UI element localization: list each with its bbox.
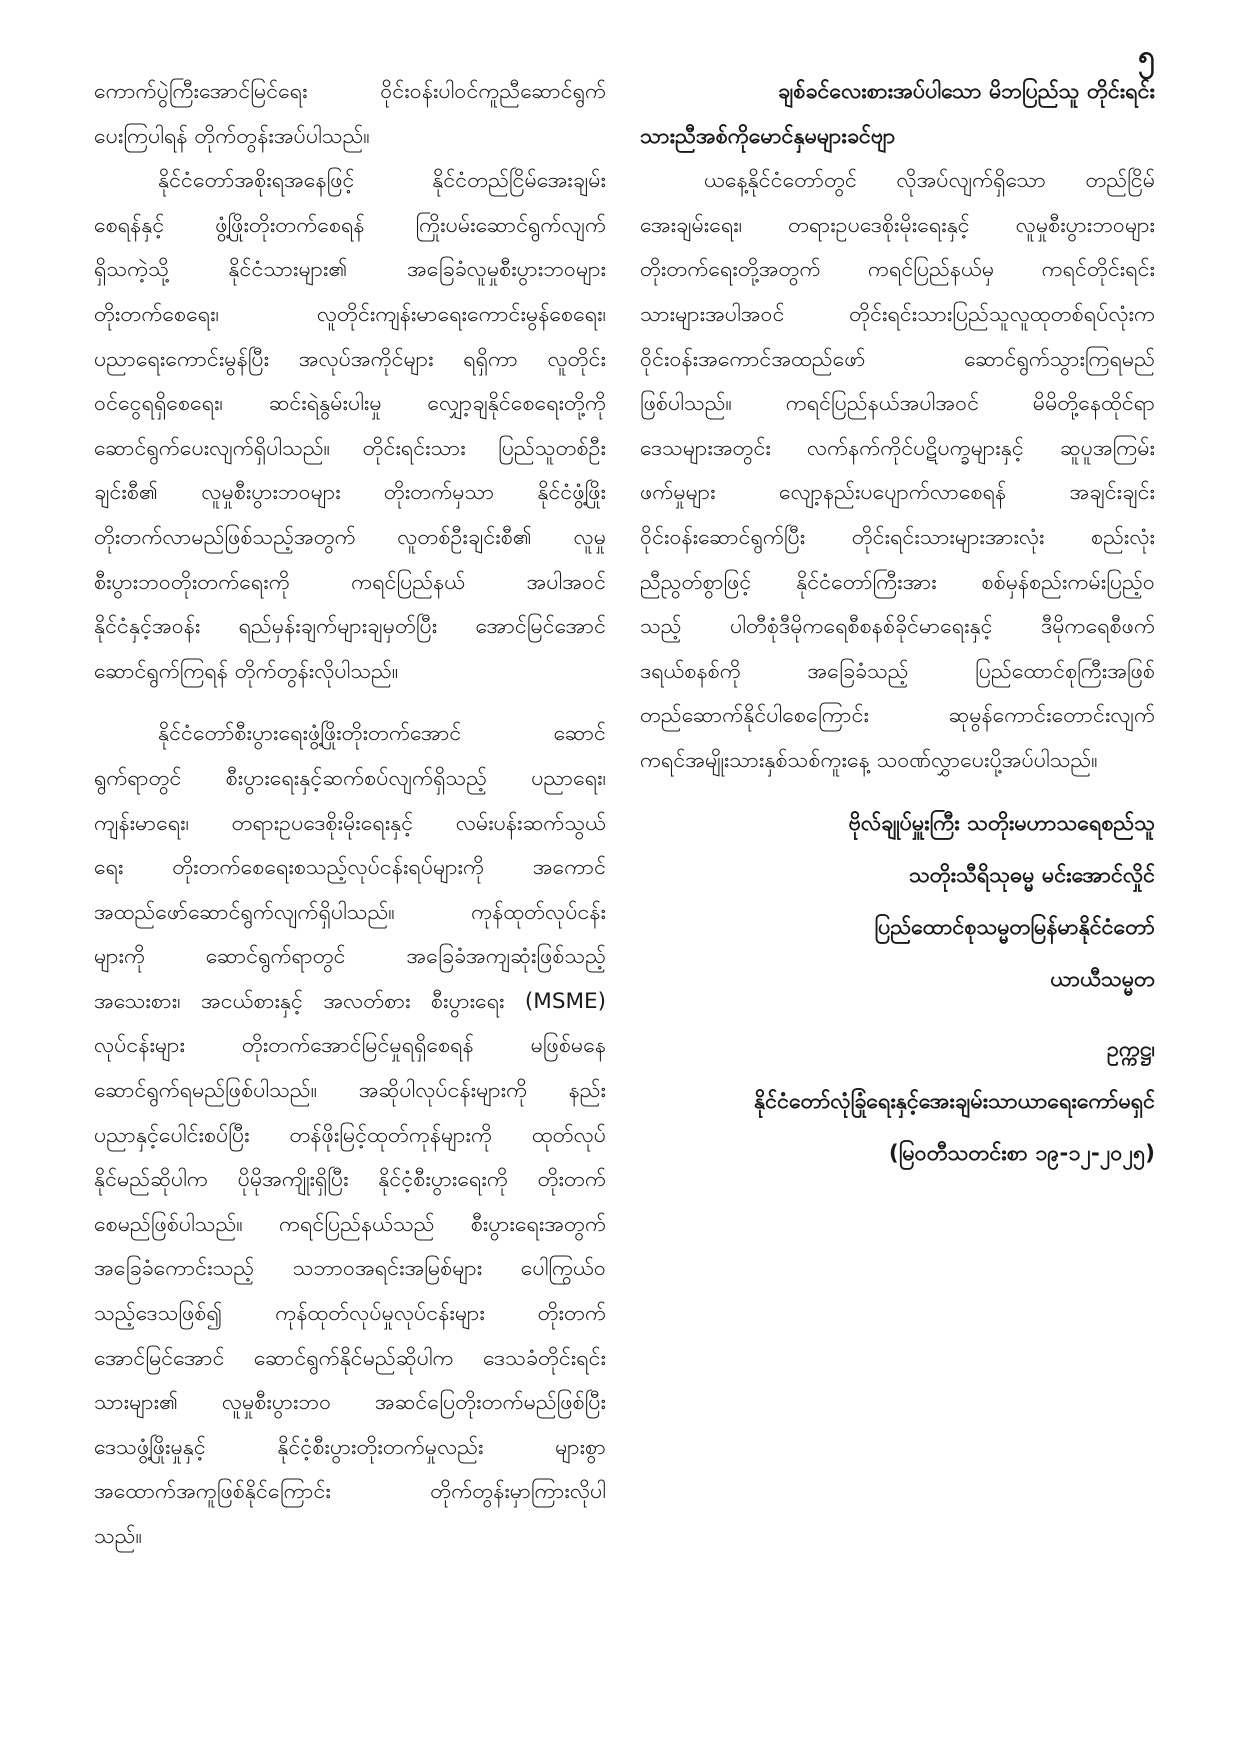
text-line: နိုင်ငံတော်စီးပွားရေးဖွံ့ဖြိုးတိုးတက်အောင် ဆောင် xyxy=(158,721,606,747)
text-line: နိုင်မည်ဆိုပါက ပိုမိုအကျိုးရှိပြီး နိုင်ငံ့စီးပွားရေးကို တိုးတက် xyxy=(94,1167,606,1193)
text-line: ဆောင်ရွက်ကြရန် တိုက်တွန်းလိုပါသည်။ xyxy=(94,658,399,684)
page-number: ၅ xyxy=(1138,39,1155,74)
source-citation: (မြဝတီသတင်းစာ ၁၉-၁၂-၂၀၂၅) xyxy=(888,1140,1155,1166)
text-line: ယနေ့နိုင်ငံတော်တွင် လိုအပ်လျက်ရှိသော တည်ငြိမ် xyxy=(704,168,1155,194)
signature-title: ဥက္ကဋ္ဌ၊ xyxy=(1106,1036,1155,1062)
text-line: တိုးတက်စေရေး၊ လူတိုင်းကျန်းမာရေးကောင်းမွန်စေရေး၊ xyxy=(94,301,606,327)
text-line: ရှိသကဲ့သို့ နိုင်ငံသားများ၏ အခြေခံလူမှုစီးပွားဘဝများ xyxy=(94,257,606,283)
paragraph-message xyxy=(640,159,1155,783)
text-line: စေရန်နှင့် ဖွံ့ဖြိုးတိုးတက်စေရန် ကြိုးပမ်းဆောင်ရွက်လျက် xyxy=(94,212,606,238)
text-line: အောင်မြင်အောင် ဆောင်ရွက်နိုင်မည်ဆိုပါက ဒေသခံတိုင်းရင်း xyxy=(94,1345,606,1371)
text-line: အထည်ဖော်ဆောင်ရွက်လျက်ရှိပါသည်။ ကုန်ထုတ်လုပ်ငန်း xyxy=(94,899,606,925)
paragraph-government xyxy=(94,159,606,694)
text-line: တိုးတက်ရေးတို့အတွက် ကရင်ပြည်နယ်မှ ကရင်တိုင်းရင်း xyxy=(640,257,1155,283)
heading-line: သားညီအစ်ကိုမောင်နှမများခင်ဗျာ xyxy=(640,123,896,149)
right-column xyxy=(640,70,1155,1180)
paragraph-economy xyxy=(94,712,606,1559)
text-line: သည့်ဒေသဖြစ်၍ ကုန်ထုတ်လုပ်မှုလုပ်ငန်းများ တိုးတက် xyxy=(94,1301,606,1327)
salutation-heading xyxy=(640,70,1155,159)
signature-organization: နိုင်ငံတော်လုံခြုံရေးနှင့်အေးချမ်းသာယာရေးကော်မရှင် xyxy=(754,1088,1155,1114)
text-line: သားများ၏ လူမှုစီးပွားဘဝ အဆင်ပြေတိုးတက်မည်ဖြစ်ပြီး xyxy=(94,1390,606,1416)
text-line: ပေးကြပါရန် တိုက်တွန်းအပ်ပါသည်။ xyxy=(94,123,370,149)
text-line: နိုင်ငံတော်အစိုးရအနေဖြင့် နိုင်ငံတည်ငြိမ်အေးချမ်း xyxy=(158,168,606,194)
text-line: ရွက်ရာတွင် စီးပွားရေးနှင့်ဆက်စပ်လျက်ရှိသည့် ပညာရေး၊ xyxy=(94,765,606,791)
text-line: ဝိုင်းဝန်းအကောင်အထည်ဖော် ဆောင်ရွက်သွားကြရမည် xyxy=(640,346,1155,372)
signature-line: သတိုးသီရိသုဓမ္မ မင်းအောင်လှိုင် xyxy=(908,862,1155,888)
text-line: တည်ဆောက်နိုင်ပါစေကြောင်း ဆုမွန်ကောင်းတောင်းလျက် xyxy=(640,703,1155,729)
text-line: လုပ်ငန်းများ တိုးတက်အောင်မြင်မှုရရှိစေရန် မဖြစ်မနေ xyxy=(94,1033,606,1059)
paragraph-continuation xyxy=(94,70,606,159)
text-line: စီးပွားဘဝတိုးတက်ရေးကို ကရင်ပြည်နယ် အပါအဝင် xyxy=(94,569,606,595)
text-line: တိုးတက်လာမည်ဖြစ်သည့်အတွက် လူတစ်ဦးချင်းစီ၏ လူမှု xyxy=(94,524,606,550)
text-line: စေမည်ဖြစ်ပါသည်။ ကရင်ပြည်နယ်သည် စီးပွားရေးအတွက် xyxy=(94,1211,606,1237)
signature-line: ပြည်ထောင်စုသမ္မတမြန်မာနိုင်ငံတော် xyxy=(874,914,1155,940)
text-line: ညီညွတ်စွာဖြင့် နိုင်ငံတော်ကြီးအား စစ်မှန်စည်းကမ်းပြည့်ဝ xyxy=(640,569,1155,595)
text-line: ကျန်းမာရေး၊ တရားဥပဒေစိုးမိုးရေးနှင့် လမ်းပန်းဆက်သွယ် xyxy=(94,810,606,836)
text-line: အသေးစား၊ အငယ်စားနှင့် အလတ်စား စီးပွားရေး (MSME) xyxy=(94,988,606,1014)
text-line: ပညာနှင့်ပေါင်းစပ်ပြီး တန်ဖိုးမြင့်ထုတ်ကုန်များကို ထုတ်လုပ် xyxy=(94,1122,606,1148)
heading-line: ချစ်ခင်လေးစားအပ်ပါသော မိဘပြည်သူ တိုင်းရင်း xyxy=(777,79,1155,104)
text-line: ဖက်မှုများ လျော့နည်းပပျောက်လာစေရန် အချင်းချင်း xyxy=(640,480,1155,506)
text-line: သားများအပါအဝင် တိုင်းရင်းသားပြည်သူလူထုတစ်ရပ်လုံးက xyxy=(640,301,1155,327)
text-line: ဆောင်ရွက်ရမည်ဖြစ်ပါသည်။ အဆိုပါလုပ်ငန်းများကို နည်း xyxy=(94,1078,606,1104)
signature-line: ယာယီသမ္မတ xyxy=(1050,966,1155,992)
text-line: ဝင်ငွေရရှိစေရေး၊ ဆင်းရဲနွမ်းပါးမှု လျှော့ချနိုင်စေရေးတို့ကို xyxy=(94,391,606,417)
text-line: ဒေသများအတွင်း လက်နက်ကိုင်ပဋိပက္ခများနှင့် ဆူပူအကြမ်း xyxy=(640,435,1155,461)
text-line: ကရင်အမျိုးသားနှစ်သစ်ကူးနေ့ သဝဏ်လွှာပေးပို့အပ်ပါသည်။ xyxy=(640,747,1098,773)
text-line: အခြေခံကောင်းသည့် သဘာဝအရင်းအမြစ်များ ပေါကြွယ်ဝ xyxy=(94,1256,606,1282)
text-line: သည်။ xyxy=(94,1524,143,1549)
text-line: ဝိုင်းဝန်းဆောင်ရွက်ပြီး တိုင်းရင်းသားများအားလုံး စည်းလုံး xyxy=(640,524,1155,550)
signature-block xyxy=(640,798,1155,1180)
text-line: ချင်းစီ၏ လူမှုစီးပွားဘဝများ တိုးတက်မှသာ နိုင်ငံဖွံ့ဖြိုး xyxy=(94,480,606,506)
text-line: ဖြစ်ပါသည်။ ကရင်ပြည်နယ်အပါအဝင် မိမိတို့နေထိုင်ရာ xyxy=(640,391,1155,417)
text-line: ဒရယ်စနစ်ကို အခြေခံသည့် ပြည်ထောင်စုကြီးအဖြစ် xyxy=(640,658,1155,684)
text-line: များကို ဆောင်ရွက်ရာတွင် အခြေခံအကျဆုံးဖြစ်သည့် xyxy=(94,944,606,970)
text-line: ကောက်ပွဲကြီးအောင်မြင်ရေး ဝိုင်းဝန်းပါဝင်ကူညီဆောင်ရွက် xyxy=(94,79,606,104)
text-line: ရေး တိုးတက်စေရေးစသည့်လုပ်ငန်းရပ်များကို အကောင် xyxy=(94,855,606,881)
left-column xyxy=(94,70,606,1560)
text-line: ဒေသဖွံ့ဖြိုးမှုနှင့် နိုင်ငံ့စီးပွားတိုးတက်မှုလည်း များစွာ xyxy=(94,1434,606,1460)
text-line: အေးချမ်းရေး၊ တရားဥပဒေစိုးမိုးရေးနှင့် လူမှုစီးပွားဘဝများ xyxy=(640,212,1155,238)
text-line: နိုင်ငံနှင့်အဝန်း ရည်မှန်းချက်များချမှတ်ပြီး အောင်မြင်အောင် xyxy=(94,614,606,640)
text-line: ပညာရေးကောင်းမွန်ပြီး အလုပ်အကိုင်များ ရရှိကာ လူတိုင်း xyxy=(94,346,606,372)
signature-line: ဗိုလ်ချုပ်မှူးကြီး သတိုးမဟာသရေစည်သူ xyxy=(848,810,1155,836)
text-line: သည့် ပါတီစုံဒီမိုကရေစီစနစ်ခိုင်မာရေးနှင့် ဒီမိုကရေစီဖက် xyxy=(640,614,1155,640)
text-line: ဆောင်ရွက်ပေးလျက်ရှိပါသည်။ တိုင်းရင်းသား ပြည်သူတစ်ဦး xyxy=(94,435,606,461)
text-line: အထောက်အကူဖြစ်နိုင်ကြောင်း တိုက်တွန်းမှာကြားလိုပါ xyxy=(94,1479,606,1505)
